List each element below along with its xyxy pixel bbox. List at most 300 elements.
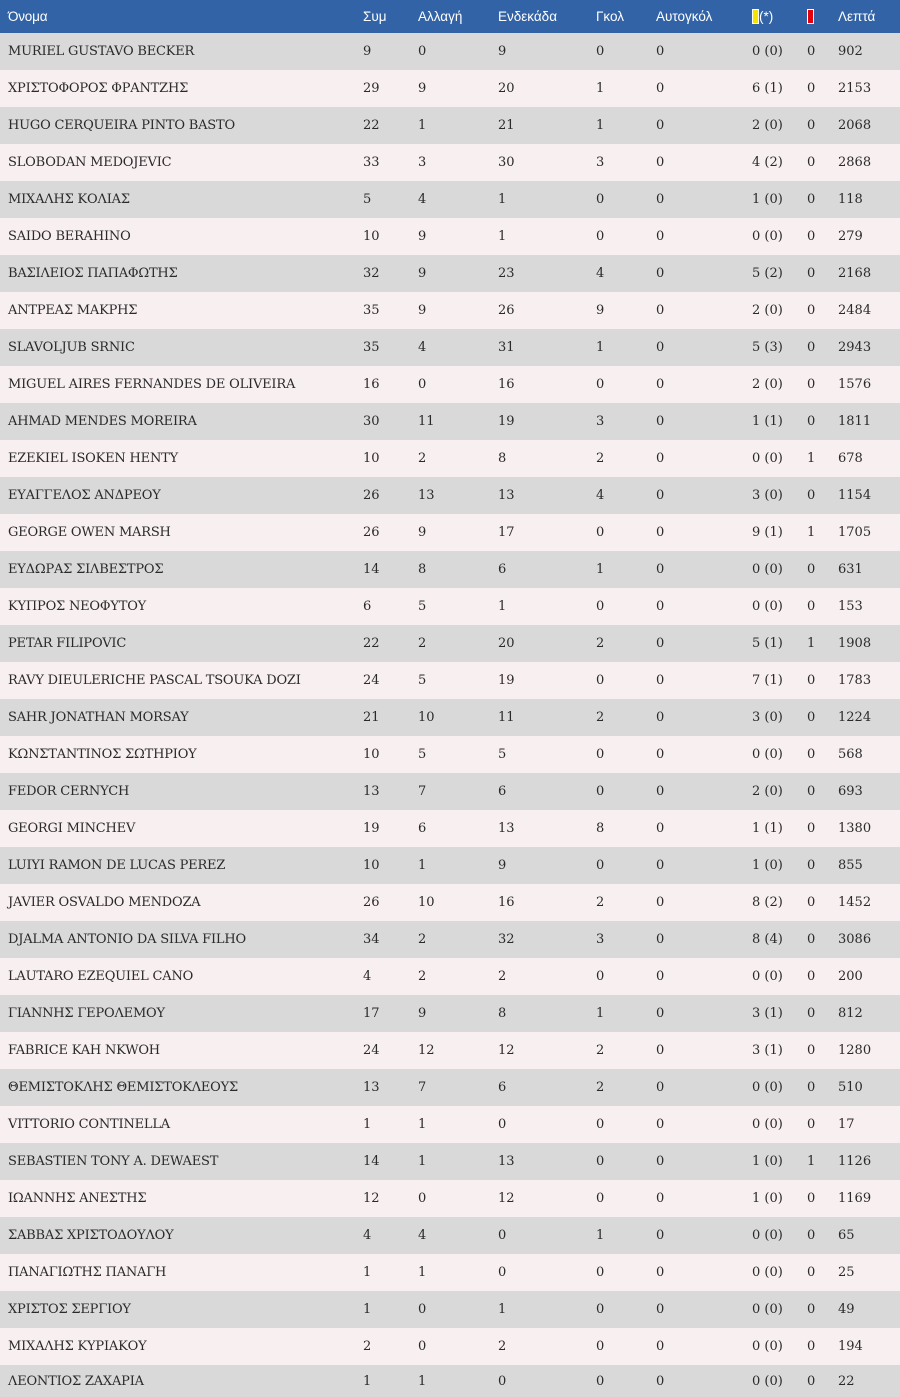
substitutions-cell: 5 <box>418 747 427 762</box>
minutes-cell: 194 <box>838 1339 863 1354</box>
player-name-cell: EZEKIEL ISOKEN HENTY <box>8 451 178 466</box>
table-row <box>0 1217 900 1254</box>
red-cards-cell: 0 <box>807 192 816 207</box>
yellow-cards-cell: 5 (3) <box>752 340 783 355</box>
table-row <box>0 1328 900 1365</box>
yellow-cards-cell: 0 (0) <box>752 599 783 614</box>
own-goals-cell: 0 <box>656 1228 665 1243</box>
starts-cell: 32 <box>498 932 515 947</box>
substitutions-cell: 7 <box>418 784 427 799</box>
red-cards-cell: 0 <box>807 1265 816 1280</box>
goals-cell: 0 <box>596 599 605 614</box>
starts-cell: 1 <box>498 599 507 614</box>
appearances-cell: 21 <box>363 710 380 725</box>
starts-cell: 19 <box>498 673 515 688</box>
player-name-cell: ΛΕΟΝΤΙΟΣ ΖΑΧΑΡΙΑ <box>8 1373 144 1389</box>
yellow-cards-cell: 1 (1) <box>752 414 783 429</box>
player-name-cell: RAVY DIEULERICHE PASCAL TSOUKA DOZI <box>8 673 301 688</box>
yellow-cards-cell: 3 (0) <box>752 488 783 503</box>
own-goals-cell: 0 <box>656 155 665 170</box>
substitutions-cell: 6 <box>418 821 427 836</box>
player-name-cell: VITTORIO CONTINELLA <box>8 1117 170 1132</box>
goals-cell: 0 <box>596 229 605 244</box>
own-goals-cell: 0 <box>656 340 665 355</box>
appearances-cell: 16 <box>363 377 380 392</box>
starts-cell: 11 <box>498 710 515 725</box>
substitutions-cell: 12 <box>418 1043 435 1058</box>
starts-cell: 13 <box>498 488 515 503</box>
red-cards-cell: 1 <box>807 451 816 466</box>
substitutions-cell: 4 <box>418 340 427 355</box>
own-goals-cell: 0 <box>656 1373 665 1389</box>
minutes-cell: 2068 <box>838 118 872 133</box>
starts-cell: 2 <box>498 1339 507 1354</box>
player-name-cell: ΘΕΜΙΣΤΟΚΛΗΣ ΘΕΜΙΣΤΟΚΛΕΟΥΣ <box>8 1080 239 1095</box>
player-name-cell: SLAVOLJUB SRNIC <box>8 340 135 355</box>
header-row <box>0 0 900 33</box>
appearances-cell: 10 <box>363 747 380 762</box>
own-goals-cell: 0 <box>656 451 665 466</box>
minutes-cell: 65 <box>838 1228 855 1243</box>
own-goals-cell: 0 <box>656 932 665 947</box>
appearances-cell: 10 <box>363 229 380 244</box>
yellow-cards-cell: 9 (1) <box>752 525 783 540</box>
substitutions-cell: 9 <box>418 229 427 244</box>
goals-cell: 0 <box>596 377 605 392</box>
minutes-cell: 693 <box>838 784 863 799</box>
starts-cell: 16 <box>498 377 515 392</box>
appearances-cell: 14 <box>363 562 380 577</box>
starts-cell: 9 <box>498 858 507 873</box>
col-header-subs[interactable]: Αλλαγή <box>418 9 463 24</box>
yellow-cards-cell: 5 (2) <box>752 266 783 281</box>
appearances-cell: 5 <box>363 192 372 207</box>
player-name-cell: MURIEL GUSTAVO BECKER <box>8 44 195 59</box>
player-name-cell: ΜΙΧΑΛΗΣ ΚΟΛΙΑΣ <box>8 192 130 207</box>
table-row <box>0 699 900 736</box>
substitutions-cell: 11 <box>418 414 435 429</box>
starts-cell: 8 <box>498 1006 507 1021</box>
yellow-cards-cell: 0 (0) <box>752 1080 783 1095</box>
table-row <box>0 440 900 477</box>
red-cards-cell: 0 <box>807 747 816 762</box>
minutes-cell: 2168 <box>838 266 872 281</box>
minutes-cell: 1452 <box>838 895 872 910</box>
minutes-cell: 279 <box>838 229 863 244</box>
appearances-cell: 22 <box>363 118 380 133</box>
starts-cell: 23 <box>498 266 515 281</box>
red-cards-cell: 0 <box>807 1373 816 1389</box>
yellow-cards-cell: 0 (0) <box>752 1373 783 1389</box>
starts-cell: 20 <box>498 636 515 651</box>
own-goals-cell: 0 <box>656 525 665 540</box>
substitutions-cell: 5 <box>418 673 427 688</box>
table-row <box>0 70 900 107</box>
table-row <box>0 1032 900 1069</box>
starts-cell: 0 <box>498 1117 507 1132</box>
appearances-cell: 35 <box>363 340 380 355</box>
red-cards-cell: 0 <box>807 895 816 910</box>
starts-cell: 1 <box>498 1302 507 1317</box>
goals-cell: 2 <box>596 1043 605 1058</box>
appearances-cell: 9 <box>363 44 372 59</box>
appearances-cell: 10 <box>363 451 380 466</box>
table-header <box>0 0 900 33</box>
minutes-cell: 902 <box>838 44 863 59</box>
player-name-cell: SAIDO BERAHINO <box>8 229 131 244</box>
player-name-cell: ΕΥΑΓΓΕΛΟΣ ΑΝΔΡΕΟΥ <box>8 488 161 503</box>
starts-cell: 21 <box>498 118 515 133</box>
appearances-cell: 1 <box>363 1265 372 1280</box>
minutes-cell: 568 <box>838 747 863 762</box>
table-row <box>0 847 900 884</box>
goals-cell: 0 <box>596 1154 605 1169</box>
goals-cell: 9 <box>596 303 605 318</box>
starts-cell: 9 <box>498 44 507 59</box>
minutes-cell: 1154 <box>838 488 872 503</box>
appearances-cell: 26 <box>363 895 380 910</box>
own-goals-cell: 0 <box>656 562 665 577</box>
yellow-cards-cell: 0 (0) <box>752 1339 783 1354</box>
goals-cell: 1 <box>596 81 605 96</box>
table-row <box>0 958 900 995</box>
minutes-cell: 1576 <box>838 377 872 392</box>
goals-cell: 0 <box>596 673 605 688</box>
col-header-minutes[interactable]: Λεπτά <box>838 9 876 24</box>
table-row <box>0 773 900 810</box>
substitutions-cell: 2 <box>418 451 427 466</box>
yellow-cards-cell: 0 (0) <box>752 44 783 59</box>
goals-cell: 0 <box>596 1302 605 1317</box>
own-goals-cell: 0 <box>656 636 665 651</box>
own-goals-cell: 0 <box>656 1043 665 1058</box>
yellow-cards-cell: 2 (0) <box>752 118 783 133</box>
substitutions-cell: 4 <box>418 192 427 207</box>
minutes-cell: 1126 <box>838 1154 872 1169</box>
own-goals-cell: 0 <box>656 229 665 244</box>
substitutions-cell: 1 <box>418 1117 427 1132</box>
table-row <box>0 662 900 699</box>
player-name-cell: ΧΡΙΣΤΟΣ ΣΕΡΓΙΟΥ <box>8 1302 131 1317</box>
goals-cell: 1 <box>596 562 605 577</box>
player-name-cell: MIGUEL AIRES FERNANDES DE OLIVEIRA <box>8 377 296 392</box>
starts-cell: 16 <box>498 895 515 910</box>
substitutions-cell: 3 <box>418 155 427 170</box>
player-name-cell: ΓΙΑΝΝΗΣ ΓΕΡΟΛΕΜΟΥ <box>8 1006 165 1021</box>
table-row <box>0 588 900 625</box>
red-cards-cell: 0 <box>807 1006 816 1021</box>
yellow-cards-cell: 8 (4) <box>752 932 783 947</box>
starts-cell: 12 <box>498 1043 515 1058</box>
table-row <box>0 551 900 588</box>
red-cards-cell: 0 <box>807 784 816 799</box>
appearances-cell: 33 <box>363 155 380 170</box>
col-header-yellow-cards[interactable] <box>752 0 807 33</box>
player-name-cell: GEORGE OWEN MARSH <box>8 525 171 540</box>
yellow-cards-cell: 0 (0) <box>752 1117 783 1132</box>
player-name-cell: LUIYI RAMON DE LUCAS PEREZ <box>8 858 226 873</box>
own-goals-cell: 0 <box>656 1117 665 1132</box>
own-goals-cell: 0 <box>656 1191 665 1206</box>
minutes-cell: 1380 <box>838 821 872 836</box>
minutes-cell: 2943 <box>838 340 872 355</box>
red-cards-cell: 0 <box>807 155 816 170</box>
goals-cell: 2 <box>596 451 605 466</box>
substitutions-cell: 1 <box>418 1265 427 1280</box>
red-cards-cell: 0 <box>807 303 816 318</box>
goals-cell: 4 <box>596 266 605 281</box>
substitutions-cell: 7 <box>418 1080 427 1095</box>
yellow-cards-cell: 6 (1) <box>752 81 783 96</box>
goals-cell: 2 <box>596 895 605 910</box>
substitutions-cell: 9 <box>418 81 427 96</box>
starts-cell: 12 <box>498 1191 515 1206</box>
starts-cell: 30 <box>498 155 515 170</box>
table-row <box>0 255 900 292</box>
table-row <box>0 403 900 440</box>
yellow-cards-cell: 0 (0) <box>752 969 783 984</box>
yellow-cards-cell: 0 (0) <box>752 1302 783 1317</box>
yellow-cards-cell: 3 (1) <box>752 1043 783 1058</box>
substitutions-cell: 10 <box>418 895 435 910</box>
goals-cell: 0 <box>596 192 605 207</box>
substitutions-cell: 2 <box>418 636 427 651</box>
red-cards-cell: 0 <box>807 599 816 614</box>
player-name-cell: DJALMA ANTONIO DA SILVA FILHO <box>8 932 246 947</box>
player-name-cell: ΕΥΔΩΡΑΣ ΣΙΛΒΕΣΤΡΟΣ <box>8 562 164 577</box>
red-cards-cell: 0 <box>807 1302 816 1317</box>
red-cards-cell: 0 <box>807 266 816 281</box>
table-row <box>0 1254 900 1291</box>
substitutions-cell: 0 <box>418 1302 427 1317</box>
yellow-cards-cell: 1 (1) <box>752 821 783 836</box>
table-row <box>0 1180 900 1217</box>
col-header-red-cards[interactable] <box>807 0 838 33</box>
red-cards-cell: 0 <box>807 1191 816 1206</box>
appearances-cell: 6 <box>363 599 372 614</box>
minutes-cell: 1811 <box>838 414 872 429</box>
minutes-cell: 153 <box>838 599 863 614</box>
minutes-cell: 631 <box>838 562 863 577</box>
yellow-cards-cell: 1 (0) <box>752 192 783 207</box>
own-goals-cell: 0 <box>656 303 665 318</box>
substitutions-cell: 1 <box>418 118 427 133</box>
appearances-cell: 29 <box>363 81 380 96</box>
own-goals-cell: 0 <box>656 710 665 725</box>
player-name-cell: ΜΙΧΑΛΗΣ ΚΥΡΙΑΚΟΥ <box>8 1339 147 1354</box>
own-goals-cell: 0 <box>656 747 665 762</box>
yellow-cards-cell: 8 (2) <box>752 895 783 910</box>
goals-cell: 3 <box>596 414 605 429</box>
goals-cell: 0 <box>596 784 605 799</box>
own-goals-cell: 0 <box>656 377 665 392</box>
substitutions-cell: 2 <box>418 932 427 947</box>
substitutions-cell: 1 <box>418 1154 427 1169</box>
appearances-cell: 14 <box>363 1154 380 1169</box>
red-card-icon <box>807 9 814 24</box>
starts-cell: 19 <box>498 414 515 429</box>
minutes-cell: 3086 <box>838 932 872 947</box>
player-name-cell: SAHR JONATHAN MORSAY <box>8 710 189 725</box>
goals-cell: 0 <box>596 747 605 762</box>
yellow-cards-cell: 0 (0) <box>752 1265 783 1280</box>
substitutions-cell: 9 <box>418 525 427 540</box>
appearances-cell: 26 <box>363 488 380 503</box>
goals-cell: 3 <box>596 932 605 947</box>
appearances-cell: 13 <box>363 1080 380 1095</box>
substitutions-cell: 10 <box>418 710 435 725</box>
starts-cell: 31 <box>498 340 515 355</box>
appearances-cell: 1 <box>363 1117 372 1132</box>
yellow-cards-cell: 0 (0) <box>752 451 783 466</box>
yellow-cards-cell: 3 (1) <box>752 1006 783 1021</box>
red-cards-cell: 1 <box>807 636 816 651</box>
starts-cell: 17 <box>498 525 515 540</box>
own-goals-cell: 0 <box>656 1080 665 1095</box>
own-goals-cell: 0 <box>656 1006 665 1021</box>
own-goals-cell: 0 <box>656 969 665 984</box>
red-cards-cell: 0 <box>807 1043 816 1058</box>
yellow-cards-cell: 0 (0) <box>752 1228 783 1243</box>
yellow-cards-cell: 0 (0) <box>752 229 783 244</box>
starts-cell: 8 <box>498 451 507 466</box>
appearances-cell: 35 <box>363 303 380 318</box>
red-cards-cell: 0 <box>807 377 816 392</box>
table-row <box>0 181 900 218</box>
player-name-cell: JAVIER OSVALDO MENDOZA <box>8 895 201 910</box>
red-cards-cell: 0 <box>807 488 816 503</box>
minutes-cell: 2153 <box>838 81 872 96</box>
starts-cell: 13 <box>498 1154 515 1169</box>
player-name-cell: FABRICE KAH NKWOH <box>8 1043 160 1058</box>
appearances-cell: 1 <box>363 1302 372 1317</box>
own-goals-cell: 0 <box>656 895 665 910</box>
red-cards-cell: 0 <box>807 1117 816 1132</box>
appearances-cell: 4 <box>363 969 372 984</box>
own-goals-cell: 0 <box>656 192 665 207</box>
own-goals-cell: 0 <box>656 81 665 96</box>
table-row <box>0 329 900 366</box>
player-name-cell: SLOBODAN MEDOJEVIC <box>8 155 172 170</box>
appearances-cell: 12 <box>363 1191 380 1206</box>
col-header-apps[interactable]: Συμ <box>363 9 387 24</box>
goals-cell: 1 <box>596 1228 605 1243</box>
red-cards-cell: 0 <box>807 673 816 688</box>
minutes-cell: 812 <box>838 1006 863 1021</box>
player-name-cell: ΒΑΣΙΛΕΙΟΣ ΠΑΠΑΦΩΤΗΣ <box>8 266 178 281</box>
player-name-cell: AHMAD MENDES MOREIRA <box>8 414 197 429</box>
minutes-cell: 678 <box>838 451 863 466</box>
substitutions-cell: 0 <box>418 44 427 59</box>
minutes-cell: 22 <box>838 1373 855 1389</box>
col-header-own-goals[interactable]: Αυτογκόλ <box>656 9 713 24</box>
yellow-cards-cell: 5 (1) <box>752 636 783 651</box>
starts-cell: 1 <box>498 192 507 207</box>
goals-cell: 1 <box>596 118 605 133</box>
red-cards-cell: 0 <box>807 858 816 873</box>
yellow-cards-cell: 0 (0) <box>752 562 783 577</box>
yellow-cards-cell: 1 (0) <box>752 1191 783 1206</box>
yellow-cards-cell: 7 (1) <box>752 673 783 688</box>
appearances-cell: 24 <box>363 1043 380 1058</box>
minutes-cell: 118 <box>838 192 863 207</box>
substitutions-cell: 0 <box>418 1191 427 1206</box>
col-header-starts[interactable]: Ενδεκάδα <box>498 9 557 24</box>
table-row <box>0 107 900 144</box>
substitutions-cell: 1 <box>418 858 427 873</box>
player-name-cell: ΑΝΤΡΕΑΣ ΜΑΚΡΗΣ <box>8 303 138 318</box>
appearances-cell: 24 <box>363 673 380 688</box>
starts-cell: 5 <box>498 747 507 762</box>
yellow-cards-cell: 1 (0) <box>752 858 783 873</box>
appearances-cell: 10 <box>363 858 380 873</box>
own-goals-cell: 0 <box>656 1339 665 1354</box>
minutes-cell: 17 <box>838 1117 855 1132</box>
table-row <box>0 477 900 514</box>
red-cards-cell: 0 <box>807 340 816 355</box>
yellow-cards-cell: 4 (2) <box>752 155 783 170</box>
minutes-cell: 855 <box>838 858 863 873</box>
substitutions-cell: 5 <box>418 599 427 614</box>
own-goals-cell: 0 <box>656 1302 665 1317</box>
own-goals-cell: 0 <box>656 44 665 59</box>
minutes-cell: 49 <box>838 1302 855 1317</box>
player-name-cell: LAUTARO EZEQUIEL CANO <box>8 969 194 984</box>
red-cards-cell: 0 <box>807 44 816 59</box>
red-cards-cell: 0 <box>807 932 816 947</box>
own-goals-cell: 0 <box>656 784 665 799</box>
appearances-cell: 17 <box>363 1006 380 1021</box>
goals-cell: 0 <box>596 1339 605 1354</box>
table-row <box>0 1106 900 1143</box>
red-cards-cell: 0 <box>807 1339 816 1354</box>
starts-cell: 20 <box>498 81 515 96</box>
goals-cell: 0 <box>596 1373 605 1389</box>
col-header-name[interactable]: Όνομα <box>8 9 48 24</box>
table-row <box>0 995 900 1032</box>
red-cards-cell: 0 <box>807 118 816 133</box>
appearances-cell: 2 <box>363 1339 372 1354</box>
yellow-cards-cell: 2 (0) <box>752 784 783 799</box>
starts-cell: 6 <box>498 1080 507 1095</box>
table-row <box>0 144 900 181</box>
goals-cell: 2 <box>596 636 605 651</box>
player-name-cell: PETAR FILIPOVIC <box>8 636 127 651</box>
starts-cell: 2 <box>498 969 507 984</box>
yellow-cards-cell: 1 (0) <box>752 1154 783 1169</box>
starts-cell: 0 <box>498 1228 507 1243</box>
red-cards-cell: 1 <box>807 525 816 540</box>
table-row <box>0 810 900 847</box>
red-cards-cell: 0 <box>807 969 816 984</box>
goals-cell: 4 <box>596 488 605 503</box>
player-name-cell: ΧΡΙΣΤΟΦΟΡΟΣ ΦΡΑΝΤΖΗΣ <box>8 81 189 96</box>
own-goals-cell: 0 <box>656 1154 665 1169</box>
minutes-cell: 2868 <box>838 155 872 170</box>
player-name-cell: FEDOR CERNYCH <box>8 784 130 799</box>
own-goals-cell: 0 <box>656 488 665 503</box>
red-cards-cell: 0 <box>807 81 816 96</box>
own-goals-cell: 0 <box>656 858 665 873</box>
table-row <box>0 921 900 958</box>
minutes-cell: 200 <box>838 969 863 984</box>
own-goals-cell: 0 <box>656 599 665 614</box>
table-row <box>0 366 900 403</box>
table-row <box>0 1069 900 1106</box>
minutes-cell: 1169 <box>838 1191 872 1206</box>
col-header-goals[interactable]: Γκολ <box>596 9 625 24</box>
goals-cell: 0 <box>596 44 605 59</box>
